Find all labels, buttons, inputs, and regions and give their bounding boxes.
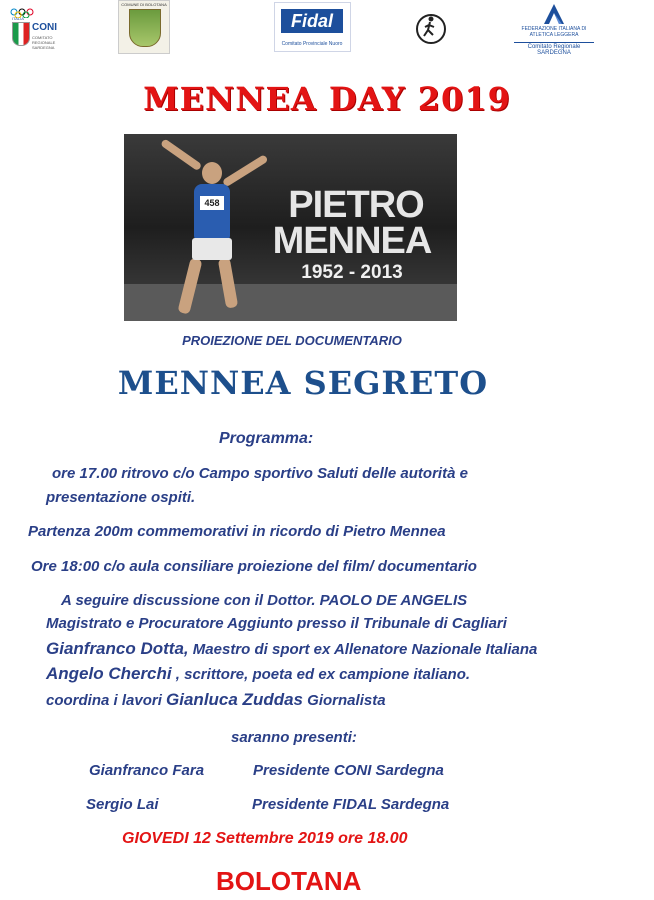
event-date: GIOVEDI 12 Settembre 2019 ore 18.00 (122, 830, 408, 847)
mennea-photo (124, 134, 457, 321)
programma-line2: presentazione ospiti. (46, 489, 196, 506)
coni-text: CONI (32, 22, 57, 33)
programma-line4: Ore 18:00 c/o aula consiliare proiezione del film/ documentario (31, 558, 477, 575)
programma-line8-name: Angelo Cherchi (46, 664, 172, 683)
presenti-p2-role: Presidente FIDAL Sardegna (252, 796, 450, 813)
event-place: BOLOTANA (216, 866, 362, 896)
programma-line9 (46, 690, 386, 710)
runner-club-logo (412, 6, 448, 50)
comune-bolotana-logo (118, 0, 170, 54)
athlete-bib: 458 (200, 196, 224, 210)
proiezione-heading: PROIEZIONE DEL DOCUMENTARIO (182, 333, 402, 348)
presenti-heading: saranno presenti: (231, 729, 357, 746)
programma-line8-rest: , scrittore, poeta ed ex campione italiano. (171, 666, 471, 683)
page-title: MENNEA DAY 2019 (143, 80, 511, 118)
presenti-p1-role: Presidente CONI Sardegna (253, 762, 444, 779)
documentary-title: MENNEA SEGRETO (117, 364, 489, 402)
presenti-p2-name: Sergio Lai (86, 796, 159, 813)
photo-name-line1: PIETRO (288, 184, 424, 226)
programma-line5: A seguire discussione con il Dottor. PAOLO DE ANGELIS (61, 592, 468, 609)
programma-line9-name: Gianluca Zuddas (166, 690, 304, 709)
fidal-logo (274, 2, 351, 52)
programma-line3: Partenza 200m commemorativi in ricordo di Pietro Mennea (28, 523, 446, 540)
photo-name-line2: MENNEA (272, 220, 432, 262)
athlete-head (202, 162, 222, 184)
crest-icon (129, 9, 161, 47)
runner-icon (422, 16, 438, 40)
programma-line8 (46, 664, 470, 684)
photo-track (124, 284, 457, 321)
programma-line7-rest: Maestro di sport ex Allenatore Nazionale Italiana (188, 641, 538, 658)
italy-shield-icon (12, 22, 30, 46)
photo-years: 1952 - 2013 (301, 262, 403, 283)
athlete-jersey (194, 184, 230, 240)
fidal-wordmark: Fidal (281, 9, 343, 33)
fidal-sardegna-line1: FEDERAZIONE ITALIANA DI ATLETICA LEGGERA (521, 26, 587, 38)
fidal-subtext: Comitato Provinciale Nuoro (281, 41, 343, 47)
programma-line7 (46, 639, 537, 659)
fidal-sardegna-line2: Comitato Regionale SARDEGNA (514, 42, 594, 56)
programma-line9-rest: Giornalista (303, 692, 386, 709)
programma-line6: Magistrato e Procuratore Aggiunto presso il Tribunale di Cagliari (46, 615, 507, 632)
coni-country: ITALIA (12, 16, 24, 21)
fidal-a-icon (540, 4, 568, 24)
athlete-shorts (192, 238, 232, 260)
comune-text: COMUNE DI BOLOTANA (121, 2, 167, 7)
programma-line9-pre: coordina i lavori (46, 692, 167, 709)
programma-line7-name: Gianfranco Dotta, (46, 639, 189, 658)
programma-line1: ore 17.00 ritrovo c/o Campo sportivo Saluti delle autorità e (52, 465, 468, 482)
fidal-sardegna-logo (514, 2, 594, 56)
programma-heading: Programma: (219, 430, 314, 447)
coni-subtext: COMITATO REGIONALE SARDEGNA (32, 35, 56, 50)
presenti-p1-name: Gianfranco Fara (89, 762, 205, 779)
coni-logo (10, 8, 70, 54)
